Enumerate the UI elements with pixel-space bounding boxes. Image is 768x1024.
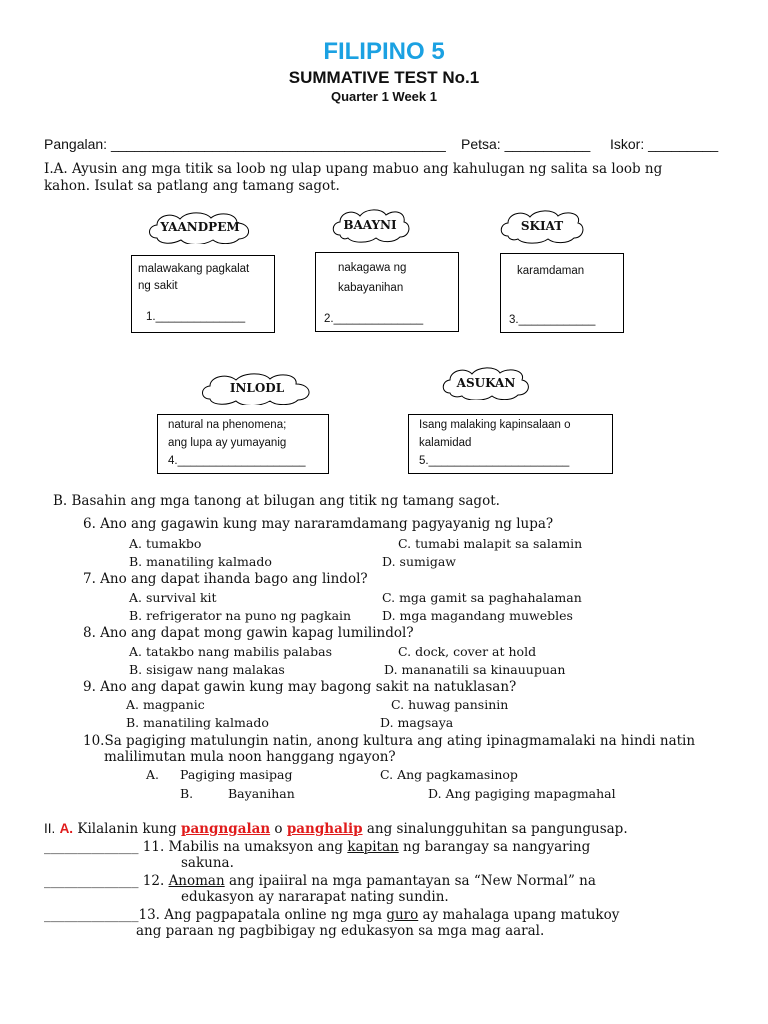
question-13-cont: ang paraan ng pagbibigay ng edukasyon sa mga mag aaral. — [136, 923, 545, 939]
definition-line: natural na phenomena; — [168, 419, 287, 431]
definition-line: ang lupa ay yumayanig — [168, 437, 287, 449]
q11-underlined-word: kapitan — [347, 839, 399, 855]
answer-blank-11[interactable]: ______________ — [44, 839, 139, 855]
q13-pre: 13. Ang pagpapatala online ng mga — [138, 907, 387, 923]
definition-box-5 — [408, 414, 613, 474]
cloud-5 — [440, 366, 532, 400]
part-2-numeral: II. — [44, 821, 56, 836]
question-10-cont: malilimutan mula noon hanggang ngayon? — [104, 749, 396, 765]
choice-10c[interactable]: C. Ang pagkamasinop — [380, 767, 518, 782]
part-2-intro: Kilalanin kung — [73, 821, 181, 837]
choice-8a[interactable]: A. tatakbo nang mabilis palabas — [129, 644, 332, 659]
question-10: 10.Sa pagiging matulungin natin, anong kultura ang ating ipinagmamalaki na hindi natin — [83, 733, 696, 749]
answer-blank-13[interactable]: ______________ — [44, 907, 139, 923]
part-2-instruction — [44, 821, 628, 837]
choice-9a[interactable]: A. magpanic — [126, 697, 205, 712]
choice-9d[interactable]: D. magsaya — [380, 715, 454, 730]
part-2-rest: ang sinalungguhitan sa pangungusap. — [362, 821, 628, 837]
cloud-3 — [498, 208, 586, 244]
choice-6a[interactable]: A. tumakbo — [129, 536, 202, 551]
q13-post: ay mahalaga upang matukoy — [418, 907, 620, 923]
definition-box-3 — [500, 253, 624, 333]
choice-9b[interactable]: B. manatiling kalmado — [126, 715, 269, 730]
quarter-label: Quarter 1 Week 1 — [331, 89, 437, 104]
choice-7b[interactable]: B. refrigerator na puno ng pagkain — [129, 608, 352, 623]
answer-blank-5[interactable]: 5.______________________ — [419, 455, 570, 467]
q12-pre: 12. — [138, 873, 169, 889]
choice-10d[interactable]: D. Ang pagiging mapagmahal — [428, 786, 616, 801]
choice-10b[interactable]: Bayanihan — [228, 786, 295, 801]
q11-pre: 11. Mabilis na umaksyon ang — [138, 839, 348, 855]
choice-10a-letter[interactable]: A. — [146, 767, 160, 782]
choice-10a[interactable]: Pagiging masipag — [180, 767, 293, 782]
score-field[interactable]: Iskor: _________ — [610, 136, 719, 152]
q12-underlined-word: Anoman — [168, 873, 225, 889]
definition-line: karamdaman — [517, 265, 585, 277]
choice-7c[interactable]: C. mga gamit sa paghahalaman — [382, 590, 582, 605]
date-field[interactable]: Petsa: ___________ — [461, 136, 591, 152]
cloud-4 — [198, 371, 316, 405]
choice-6b[interactable]: B. manatiling kalmado — [129, 554, 272, 569]
choice-9c[interactable]: C. huwag pansinin — [391, 697, 509, 712]
q13-underlined-word: guro — [386, 907, 419, 923]
part-b-instruction: B. Basahin ang mga tanong at bilugan ang titik ng tamang sagot. — [53, 493, 500, 509]
keyword-panghalip: panghalip — [286, 821, 363, 837]
definition-box-4 — [157, 414, 329, 474]
part-1a-instruction: I.A. Ayusin ang mga titik sa loob ng ulap upang mabuo ang kahulugan ng salita sa loob ng — [44, 161, 663, 177]
keyword-pangngalan: pangngalan — [181, 821, 271, 837]
question-11 — [44, 839, 590, 855]
definition-line: malawakang pagkalat — [138, 263, 250, 275]
answer-blank-4[interactable]: 4.____________________ — [168, 455, 306, 467]
definition-box-2 — [315, 252, 459, 332]
page-title: FILIPINO 5 — [323, 38, 445, 65]
answer-blank-2[interactable]: 2.______________ — [324, 313, 424, 325]
choice-7a[interactable]: A. survival kit — [129, 590, 217, 605]
question-12 — [44, 873, 596, 889]
choice-6c[interactable]: C. tumabi malapit sa salamin — [398, 536, 583, 551]
definition-line: ng sakit — [138, 280, 178, 292]
part-1a-instruction-cont: kahon. Isulat sa patlang ang tamang sagot. — [44, 178, 340, 194]
choice-8b[interactable]: B. sisigaw nang malakas — [129, 662, 285, 677]
definition-line: Isang malaking kapinsalaan o — [419, 419, 571, 431]
choice-8c[interactable]: C. dock, cover at hold — [398, 644, 537, 659]
cloud-word: SKIAT — [520, 219, 564, 233]
cloud-1 — [145, 210, 255, 244]
cloud-word: ASUKAN — [456, 376, 516, 390]
question-8: 8. Ano ang dapat mong gawin kapag lumilindol? — [83, 625, 414, 641]
cloud-2 — [330, 207, 410, 243]
cloud-word: YAANDPEM — [160, 220, 240, 234]
part-2-letter: A. — [59, 821, 74, 836]
answer-blank-1[interactable]: 1.______________ — [146, 311, 246, 323]
name-field[interactable]: Pangalan: ___________________________________________ — [44, 136, 446, 152]
answer-blank-3[interactable]: 3.____________ — [509, 314, 596, 326]
part-2-or: o — [270, 821, 287, 837]
answer-blank-12[interactable]: ______________ — [44, 873, 139, 889]
question-11-cont: sakuna. — [181, 855, 234, 871]
q12-post: ang ipaiiral na mga pamantayan sa “New Normal” na — [224, 873, 596, 889]
question-7: 7. Ano ang dapat ihanda bago ang lindol? — [83, 571, 368, 587]
question-12-cont: edukasyon ay nararapat nating sundin. — [181, 889, 449, 905]
choice-6d[interactable]: D. sumigaw — [382, 554, 456, 569]
choice-10b-letter[interactable]: B. — [180, 786, 194, 801]
definition-line: kalamidad — [419, 437, 472, 449]
definition-box-1 — [131, 255, 275, 333]
choice-7d[interactable]: D. mga magandang muwebles — [382, 608, 573, 623]
definition-line: kabayanihan — [338, 282, 404, 294]
choice-8d[interactable]: D. mananatili sa kinauupuan — [384, 662, 566, 677]
definition-line: nakagawa ng — [338, 262, 407, 274]
question-6: 6. Ano ang gagawin kung may nararamdamang pagyayanig ng lupa? — [83, 516, 554, 532]
cloud-word: BAAYNI — [343, 218, 397, 232]
q11-post: ng barangay sa nangyaring — [398, 839, 591, 855]
question-9: 9. Ano ang dapat gawin kung may bagong sakit na natuklasan? — [83, 679, 517, 695]
page-subtitle: SUMMATIVE TEST No.1 — [288, 68, 480, 87]
question-13 — [44, 907, 619, 923]
cloud-word: INLODL — [229, 381, 285, 395]
